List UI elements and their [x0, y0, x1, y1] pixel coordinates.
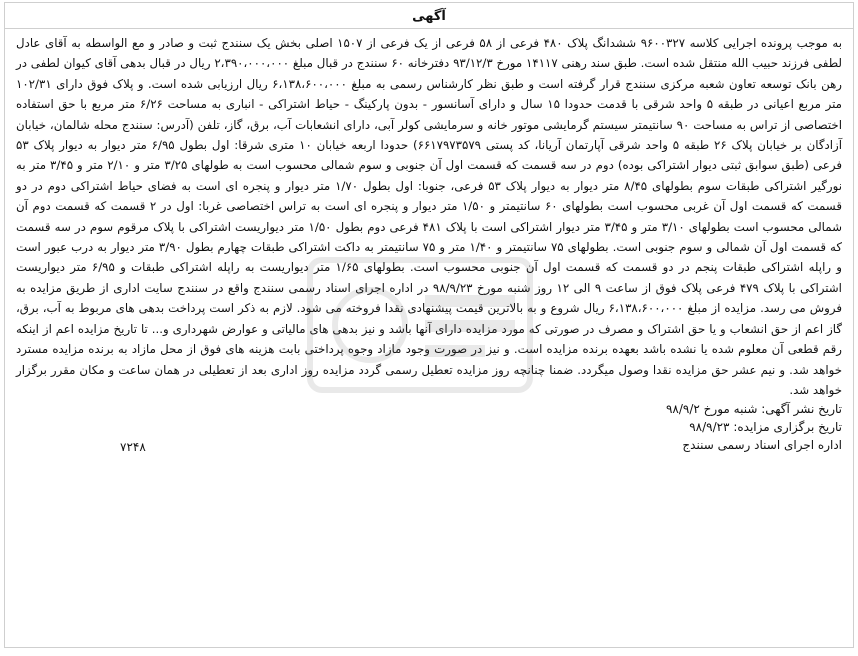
notice-footer	[12, 400, 846, 454]
notice-code: ۷۲۴۸	[120, 440, 146, 455]
issuing-office: اداره اجرای اسناد رسمی سنندج	[682, 438, 842, 453]
notice-frame	[4, 2, 854, 648]
notice-title: آگهی	[4, 6, 854, 29]
notice-body-text: به موجب پرونده اجرایی کلاسه ۹۶۰۰۳۲۷ ششدانگ پلاک ۴۸۰ فرعی از ۵۸ فرعی از یک فرعی از ۱۵۰۷ اصلی بخش یک سنندج ثبت و صادر و مع الواسطه به آقای عادل لطفی فرزند حبیب الله منتقل شده است. طبق سند رهنی ۱۴۱۱۷ مورخ ۹۳/۱۲/۳ دفترخانه ۶۰ سنندج در قبال مبلغ ۲،۳۹۰،۰۰۰،۰۰۰ ریال در قبال بدهی آقای کیوان لطفی در رهن بانک توسعه تعاون شعبه مرکزی سنندج قرار گرفته است و طبق نظر کارشناس رسمی به مبلغ ۶،۱۳۸،۶۰۰،۰۰۰ ریال ارزیابی شده است. و پلاک فوق دارای ۱۰۲/۳۱ متر مربع اعیانی در طبقه ۵ واحد شرقی با قدمت حدودا ۱۵ سال و دارای آسانسور - بدون پارکینگ - حیاط اشتراکی - انباری به مساحت ۶/۲۶ متر مربع با حق استفاده اختصاصی از تراس به مساحت ۹۰ سانتیمتر سیستم گرمایشی موتور خانه و سرمایشی کولر آبی، دارای انشعابات آب، برق، گاز، تلفن (آدرس: سنندج محله شالمان، خیابان آزادگان بر خیابان پلاک ۲۶ طبقه ۵ واحد شرقی آپارتمان آریانا، کد پستی ۶۶۱۷۹۷۳۵۷۹) حدودا اربعه خیابان ۱۰ متری شرقا: اول بطول ۶/۹۵ متر دیوار به دیوار پلاک ۵۳ فرعی (طبق سوابق ثبتی دیوار اشتراکی بوده) دوم در سه قسمت که قسمت اول آن جنوبی و سوم شمالی محسوب است به طولهای ۳/۲۵ متر و ۲/۱۰ متر و ۳/۴۵ متر به نورگیر اشتراکی طبقات سوم بطولهای ۸/۴۵ متر دیوار به دیوار پلاک ۵۳ فرعی، جنوبا: اول بطول ۱/۷۰ متر دیوار و پنجره ای است به فضای حیاط اشتراکی دوم در دو قسمت که قسمت اول آن غربی محسوب است بطولهای ۶۰ سانتیمتر و ۱/۵۰ متر دیوار و پنجره ای است به تراس اختصاصی غربا: اول در ۲ قسمت که قسمت دوم آن شمالی محسوب است بطولهای ۳/۱۰ متر و ۳/۴۵ متر دیوار اشتراکی است با پلاک ۴۸۱ فرعی دوم بطول ۱/۵۰ متر دیواریست اشتراکی با پلاک مرقوم سوم در سه قسمت که قسمت اول آن شمالی و سوم جنوبی است. بطولهای ۷۵ سانتیمتر و ۱/۴۰ متر و ۷۵ سانتیمتر به داکت اشتراکی طبقات چهارم بطول ۳/۹۰ متر دیوار به درب عبور است و راپله اشتراکی طبقات پنجم در دو قسمت که قسمت اول آن جنوبی محسوب است. بطولهای ۱/۶۵ متر دیواریست به راپله اشتراکی طبقات و ۶/۹۵ متر دیواریست اشتراکی با پلاک ۴۷۹ فرعی پلاک فوق از ساعت ۹ الی ۱۲ روز شنبه مورخ ۹۸/۹/۲۳ در اداره اجرای اسناد رسمی سنندج واقع در سنندج سایت اداری از طریق مزایده به فروش می رسد. مزایده از مبلغ ۶،۱۳۸،۶۰۰،۰۰۰ ریال شروع و به بالاترین قیمت پیشنهادی نقدا فروخته می شود. لازم به ذکر است پرداخت بدهی های مربوط به آب، برق، گاز اعم از حق انشعاب و یا حق اشتراک و مصرف در صورتی که مورد مزایده دارای آنها باشد و نیز بدهی های مالیاتی و عوارض شهرداری و... تا تاریخ مزایده اعم از اینکه رقم قطعی آن معلوم شده یا نشده باشد بعهده برنده مزایده است. و نیز در صورت وجود مازاد وجوه پرداختی بابت هزینه های فوق از محل مازاد به برنده مزایده مسترد خواهد شد. و نیم عشر حق مزایده نقدا وصول میگردد. ضمنا چنانچه روز مزایده تعطیل رسمی گردد مزایده روز اداری بعد از تعطیلی در همان ساعت و مکان مقرر برگزار خواهد شد.	[16, 36, 843, 397]
auction-date: تاریخ برگزاری مزایده: ۹۸/۹/۲۳	[689, 420, 842, 435]
publish-date: تاریخ نشر آگهی: شنبه مورخ ۹۸/۹/۲	[665, 402, 842, 417]
